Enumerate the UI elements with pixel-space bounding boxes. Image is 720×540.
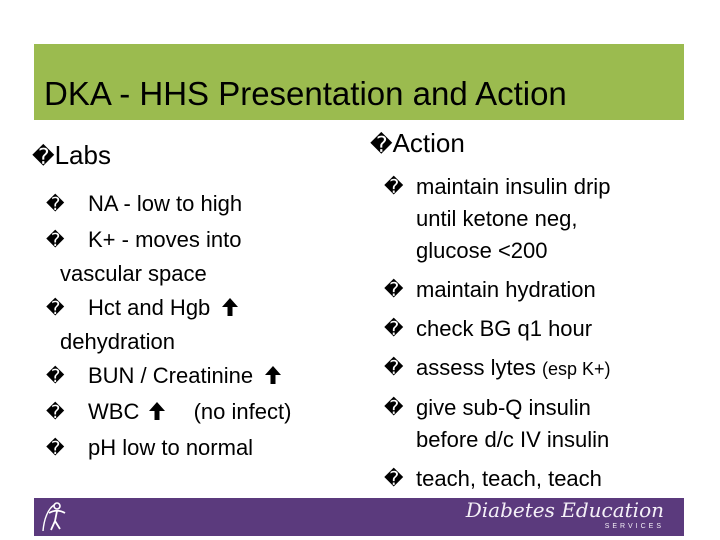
brand-subtitle: SERVICES: [604, 523, 664, 530]
bullet-box-icon: �: [370, 133, 393, 158]
bullet-box-icon: �: [46, 402, 65, 423]
action-column: [370, 126, 670, 502]
brand-logo: [466, 499, 664, 531]
up-arrow-icon: [222, 298, 238, 316]
up-arrow-icon: [149, 402, 165, 420]
bullet-box-icon: �: [384, 468, 404, 490]
list-item: � maintain insulin drip until ketone neg, glucose <200: [384, 171, 670, 267]
bullet-box-icon: �: [46, 194, 65, 215]
bullet-box-icon: �: [384, 397, 404, 419]
bullet-box-icon: �: [384, 279, 404, 301]
bullet-box-icon: �: [46, 366, 65, 387]
action-heading: �Action: [370, 128, 465, 158]
bullet-box-icon: �: [46, 230, 65, 251]
list-item: � K+ - moves into vascular space: [46, 222, 352, 290]
labs-list: [32, 186, 352, 466]
list-item: � assess lytes (esp K+): [384, 352, 670, 385]
list-item: � Hct and Hgb dehydration: [46, 290, 352, 358]
bullet-box-icon: �: [46, 298, 65, 319]
bullet-box-icon: �: [384, 357, 404, 379]
bullet-box-icon: �: [32, 145, 55, 170]
footer-bar: [34, 498, 684, 536]
up-arrow-icon: [265, 366, 281, 384]
bullet-box-icon: �: [46, 438, 65, 459]
list-item: � maintain hydration: [384, 274, 670, 306]
labs-column: [32, 138, 352, 466]
list-item: � give sub-Q insulin before d/c IV insulin: [384, 392, 670, 456]
list-item: � pH low to normal: [46, 430, 352, 466]
person-logo-icon: [40, 501, 72, 533]
list-item: � teach, teach, teach: [384, 463, 670, 495]
list-item: � WBC (no infect): [46, 394, 352, 430]
list-item: � check BG q1 hour: [384, 313, 670, 345]
brand-name: Diabetes Education: [465, 498, 664, 522]
labs-heading: �Labs: [32, 140, 111, 170]
title-bar: [34, 44, 684, 120]
slide-title: DKA - HHS Presentation and Action: [44, 75, 567, 112]
list-item: � NA - low to high: [46, 186, 352, 222]
action-list: [370, 171, 670, 495]
bullet-box-icon: �: [384, 318, 404, 340]
list-item: � BUN / Creatinine: [46, 358, 352, 394]
bullet-box-icon: �: [384, 176, 404, 198]
